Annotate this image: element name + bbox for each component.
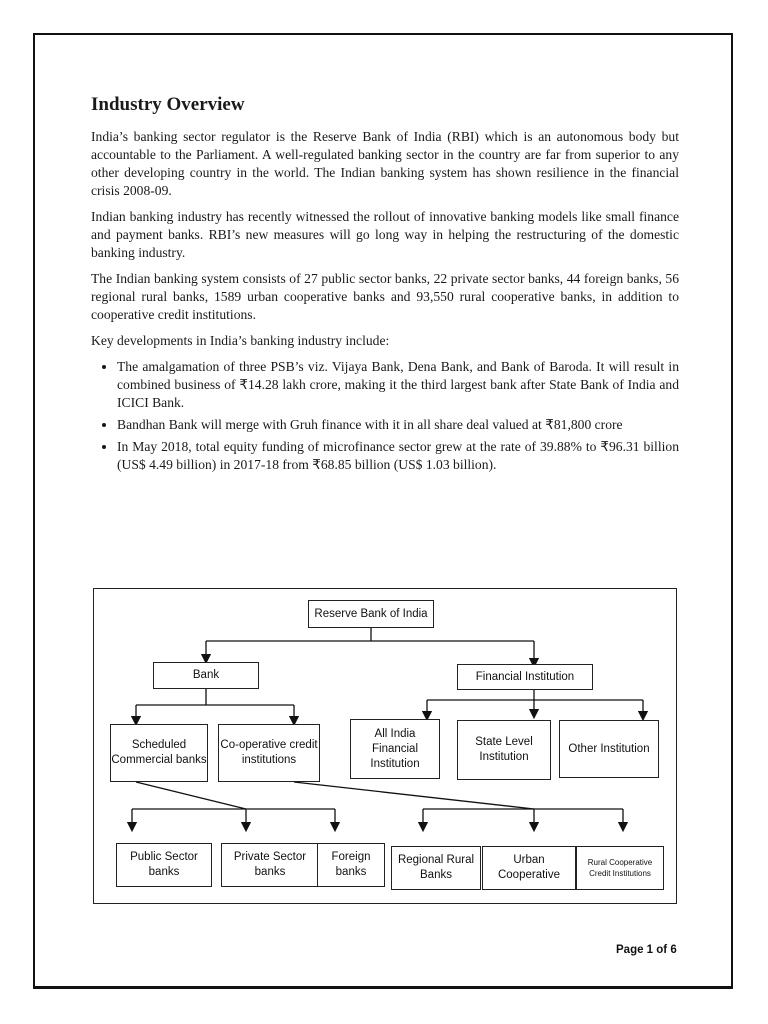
node-reserve-bank: Reserve Bank of India bbox=[308, 600, 434, 628]
page-number: Page 1 of 6 bbox=[616, 944, 677, 956]
node-all-india-fi: All India Financial Institution bbox=[350, 719, 440, 779]
node-cooperative-credit: Co-operative credit institutions bbox=[218, 724, 320, 782]
node-regional-rural: Regional Rural Banks bbox=[391, 846, 481, 890]
paragraph: Key developments in India’s banking industry include: bbox=[91, 333, 390, 348]
node-urban-cooperative: Urban Cooperative bbox=[482, 846, 576, 890]
bullet-item: • The amalgamation of three PSB’s viz. Vijaya Bank, Dena Bank, and Bank of Baroda. It will result in combined business of ₹14.28 lakh crore, making it the third largest bank after State Bank of India and ICICI Bank. bbox=[117, 358, 679, 412]
paragraph: India’s banking sector regulator is the Reserve Bank of India (RBI) which is an autonomous body but accountable to the Parliament. A well-regulated banking sector in the country are far from superior to any other developing country in the world. The Indian banking system has shown resilience in the financial crisis 2008-09. bbox=[91, 129, 679, 198]
bullet-list bbox=[91, 358, 679, 474]
node-financial-institution: Financial Institution bbox=[457, 664, 593, 690]
paragraph: Indian banking industry has recently witnessed the rollout of innovative banking models like small finance and payment banks. RBI’s new measures will go long way in helping the restructuring of the domestic banking industry. bbox=[91, 209, 679, 260]
paragraph: The Indian banking system consists of 27 public sector banks, 22 private sector banks, 44 foreign banks, 56 regional rural banks, 1589 urban cooperative banks and 93,550 rural cooperative banks, in addition to cooperative credit institutions. bbox=[91, 271, 679, 322]
node-foreign-banks: Foreign banks bbox=[317, 843, 385, 887]
node-scheduled-commercial: Scheduled Commercial banks bbox=[110, 724, 208, 782]
node-public-sector: Public Sector banks bbox=[116, 843, 212, 887]
node-rural-cooperative: Rural Cooperative Credit Institutions bbox=[576, 846, 664, 890]
document-body bbox=[91, 94, 679, 478]
banking-structure-diagram bbox=[93, 588, 677, 904]
node-bank: Bank bbox=[153, 662, 259, 689]
bullet-item: • Bandhan Bank will merge with Gruh finance with it in all share deal valued at ₹81,800 crore bbox=[117, 416, 679, 434]
bullet-item: • In May 2018, total equity funding of microfinance sector grew at the rate of 39.88% to ₹96.31 billion (US$ 4.49 billion) in 2017-18 from ₹68.85 billion (US$ 1.03 billion). bbox=[117, 438, 679, 474]
page-title: Industry Overview bbox=[91, 94, 245, 115]
node-other-institution: Other Institution bbox=[559, 720, 659, 778]
node-state-level: State Level Institution bbox=[457, 720, 551, 780]
node-private-sector: Private Sector banks bbox=[221, 843, 319, 887]
